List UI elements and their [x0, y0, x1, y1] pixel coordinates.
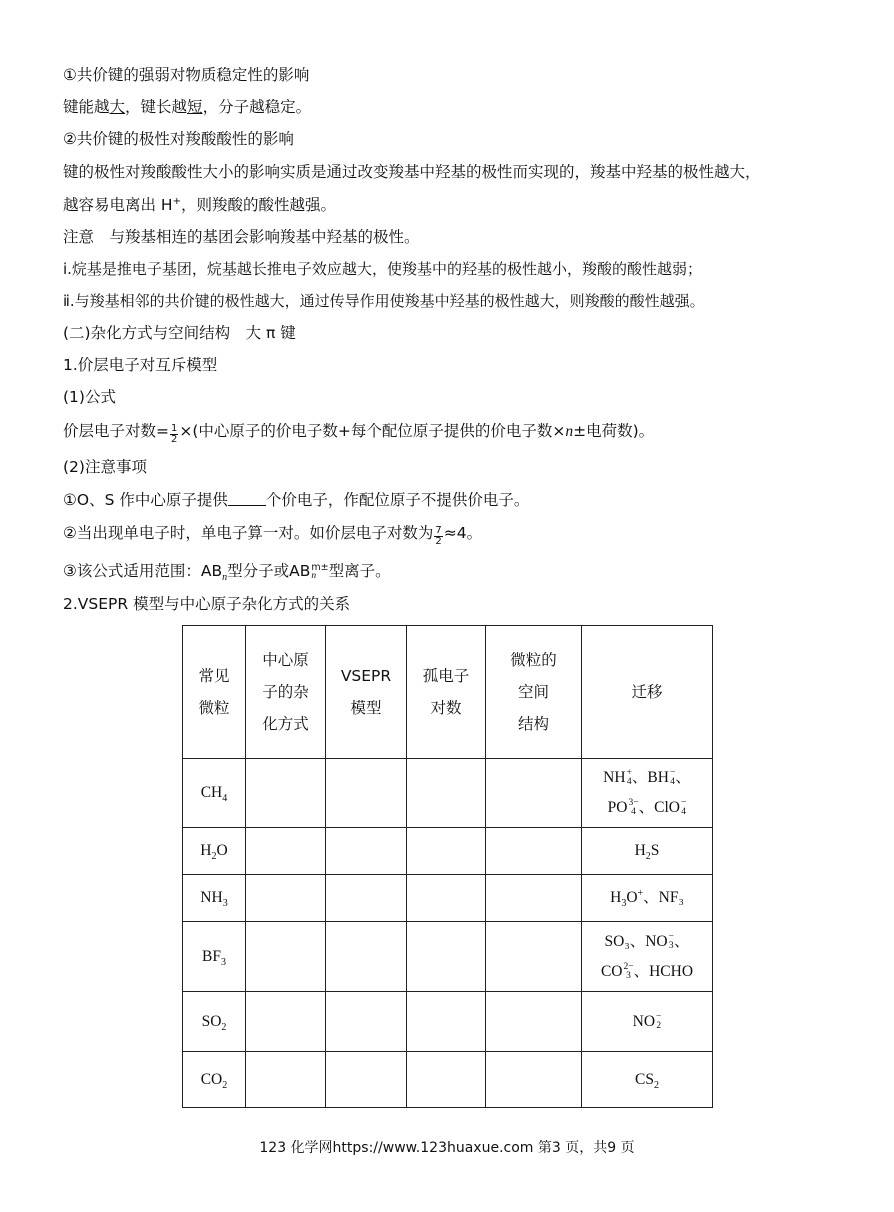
header-migration: 迁移: [582, 626, 713, 759]
line-polarity-essence: 键的极性对羧酸酸性大小的影响实质是通过改变羧基中羟基的极性而实现的，羧基中羟基的极性越大，: [63, 163, 761, 181]
blank-cell: [486, 875, 582, 922]
migration-cell: NO − 2: [582, 992, 713, 1052]
migration-cell: $CS_2$: [582, 1052, 713, 1108]
blank-cell: [246, 828, 326, 875]
fraction-seven-half: $\frac{7}{2}$: [435, 525, 442, 547]
table-row: [183, 759, 713, 828]
blank-cell: [407, 1052, 486, 1108]
blank-cell: [486, 922, 582, 992]
blank-cell: [407, 992, 486, 1052]
blank-cell: [407, 922, 486, 992]
migration-cell: SO₃、NO − 3 、 CO 2− 3 、HCHO: [582, 922, 713, 992]
line-vsepr-relation: 2.VSEPR 模型与中心原子杂化方式的关系: [63, 595, 351, 613]
blank-cell: [486, 992, 582, 1052]
line-formula-heading: (1)公式: [63, 388, 116, 406]
header-particle: 常见 微粒: [183, 626, 246, 759]
line-bond-energy: 键能越大，键长越短，分子越稳定。: [63, 98, 312, 116]
header-spatial-structure: 微粒的 空间 结构: [486, 626, 582, 759]
particle-cell: $CO_2$: [183, 1052, 246, 1108]
table-header-row: [183, 626, 713, 759]
header-vsepr-model: VSEPR 模型: [326, 626, 407, 759]
blank-cell: [326, 828, 407, 875]
particle-cell: $CH_4$: [183, 759, 246, 828]
line-notes-heading: (2)注意事项: [63, 458, 147, 476]
blank-cell: [326, 875, 407, 922]
line-covalent-strength: ①共价键的强弱对物质稳定性的影响: [63, 66, 310, 84]
table-row: [183, 1052, 713, 1108]
table-row: [183, 922, 713, 992]
particle-cell: $BF_3$: [183, 922, 246, 992]
line-formula: 价层电子对数= $\frac{1}{2}$ ×(中心原子的价电子数+每个配位原子提供的价电子数×n±电荷数)。: [63, 422, 655, 445]
migration-cell: $H_3O^+$、NF₃: [582, 875, 713, 922]
line-note-i: ⅰ.烷基是推电子基团，烷基越长推电子效应越大，使羧基中的羟基的极性越小，羧酸的酸性越弱；: [63, 260, 702, 278]
page-footer: 123 化学网https://www.123huaxue.com 第3 页，共9 页: [259, 1140, 635, 1156]
particle-cell: $SO_2$: [183, 992, 246, 1052]
particle-cell: $NH_3$: [183, 875, 246, 922]
vsepr-table: [182, 625, 713, 1108]
line-section-hybridization: (二)杂化方式与空间结构 大 π 键: [63, 324, 296, 342]
blank-cell: [486, 1052, 582, 1108]
line-vsepr-model: 1.价层电子对互斥模型: [63, 356, 218, 374]
line-note: 注意 与羧基相连的基团会影响羧基中羟基的极性。: [63, 228, 420, 246]
header-lone-pairs: 孤电子 对数: [407, 626, 486, 759]
blank-cell: [246, 875, 326, 922]
fraction-one-half: $\frac{1}{2}$: [171, 423, 178, 445]
blank-cell: [326, 1052, 407, 1108]
table-row: [183, 828, 713, 875]
line-polarity-acidity: ②共价键的极性对羧酸酸性的影响: [63, 130, 294, 148]
line-scope: ③该公式适用范围：$AB_n$型分子或AB m± n 型离子。: [63, 561, 391, 584]
blank-cell: [407, 828, 486, 875]
blank-cell: [407, 759, 486, 828]
blank-cell: [486, 828, 582, 875]
blank-cell: [326, 922, 407, 992]
particle-cell: $H_2O$: [183, 828, 246, 875]
line-single-electron: ②当出现单电子时，单电子算一对。如价层电子对数为 $\frac{7}{2}$ ≈4。: [63, 524, 483, 547]
line-note-o-s: ①O、S 作中心原子提供 个价电子，作配位原子不提供价电子。: [63, 491, 530, 509]
blank-cell: [246, 992, 326, 1052]
migration-cell: NH + 4 、BH − 4 、 PO 3− 4 、ClO − 4: [582, 759, 713, 828]
line-ionize-h: 越容易电离出 H+，则羧酸的酸性越强。: [63, 195, 336, 214]
blank-cell: [326, 992, 407, 1052]
answer-blank: [228, 491, 266, 506]
header-hybridization: 中心原 子的杂 化方式: [246, 626, 326, 759]
line-note-ii: ⅱ.与羧基相邻的共价键的极性越大，通过传导作用使羧基中羟基的极性越大，则羧酸的酸性越强。: [63, 292, 705, 310]
table-row: [183, 875, 713, 922]
migration-cell: $H_2S$: [582, 828, 713, 875]
blank-cell: [246, 922, 326, 992]
blank-cell: [486, 759, 582, 828]
blank-cell: [246, 1052, 326, 1108]
blank-cell: [407, 875, 486, 922]
blank-cell: [246, 759, 326, 828]
table-row: [183, 992, 713, 1052]
blank-cell: [326, 759, 407, 828]
